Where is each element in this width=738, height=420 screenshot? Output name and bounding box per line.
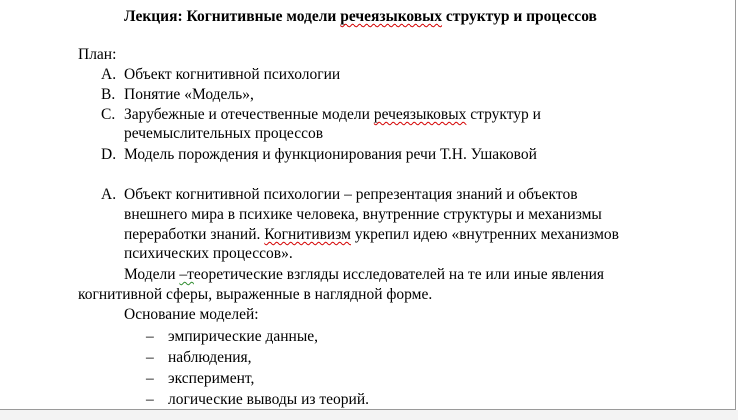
plan-item-c-marker: C. (101, 106, 116, 123)
models-post: еоретические взгляды исследователей на те или иные явления (193, 266, 605, 283)
section-a-line4: психических процессов». (124, 245, 293, 262)
section-a-line2: внешнего мира в психике человека, внутренние структуры и механизмы (124, 206, 602, 223)
basis-bullet-4: – (146, 391, 154, 408)
models-line2: когнитивной сферы, выраженные в наглядной форме. (78, 286, 433, 303)
plan-item-d: Модель порождения и функционирования речи Т.Н. Ушаковой (124, 146, 537, 163)
models-pre: Модели (124, 266, 180, 283)
section-a-line3-post: укрепил идею «внутренних механизмов (350, 226, 619, 243)
section-a-misspelled: Когнитивизм (264, 226, 351, 243)
section-a-marker: A. (101, 186, 117, 203)
models-grammar-mark: –т (179, 266, 194, 283)
plan-item-a: Объект когнитивной психологии (124, 66, 341, 83)
basis-bullet-1: – (146, 328, 154, 345)
basis-item-3: эксперимент, (168, 370, 255, 387)
plan-item-c-pre: Зарубежные и отечественные модели (124, 106, 374, 123)
plan-label: План: (78, 46, 117, 63)
plan-item-c-line2: речемыслительных процессов (124, 125, 324, 142)
title-text-post: структур и процессов (442, 8, 597, 25)
plan-item-a-marker: A. (101, 66, 117, 83)
title-text-pre: Лекция: Когнитивные модели (124, 8, 341, 25)
lecture-title (124, 8, 597, 26)
plan-item-b-marker: B. (101, 86, 116, 103)
basis-label: Основание моделей: (124, 306, 259, 323)
models-line1 (124, 266, 604, 284)
plan-item-c-misspelled: речеязыковых (373, 106, 467, 123)
section-a-line3 (124, 226, 619, 244)
basis-item-4: логические выводы из теорий. (168, 391, 369, 408)
basis-bullet-2: – (146, 349, 154, 366)
plan-item-b: Понятие «Модель», (124, 86, 254, 103)
below-page-area (0, 410, 738, 420)
basis-bullet-3: – (146, 370, 154, 387)
plan-item-c-line1 (124, 106, 541, 124)
title-misspelled-word: речеязыковых (340, 8, 443, 25)
plan-item-c-post: структур и (466, 106, 541, 123)
plan-item-d-marker: D. (101, 146, 117, 163)
basis-item-1: эмпирические данные, (168, 328, 319, 345)
section-a-line3-pre: переработки знаний. (124, 226, 261, 243)
section-a-line1: Объект когнитивной психологии – репрезентация знаний и объектов (124, 186, 578, 203)
basis-item-2: наблюдения, (168, 349, 252, 366)
